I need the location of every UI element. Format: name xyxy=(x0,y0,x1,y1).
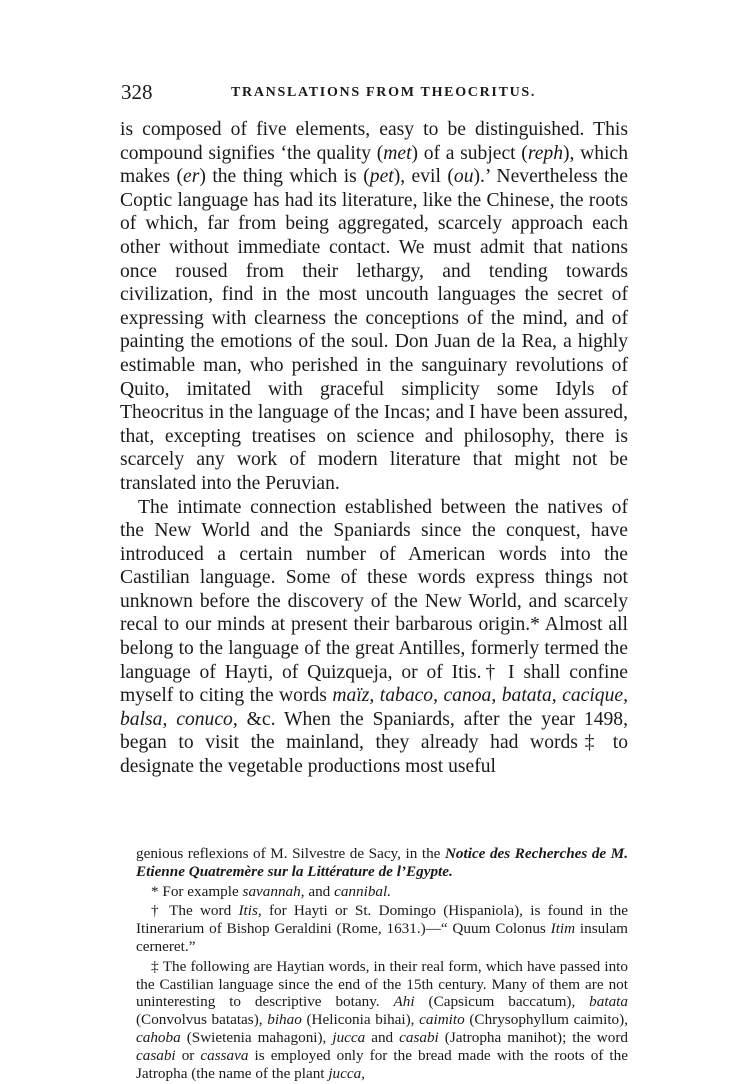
italic-run: batata xyxy=(589,993,628,1011)
italic-run: Itis, xyxy=(238,902,262,920)
text-run: and xyxy=(304,882,335,900)
italic-run: Notice des Recherches de M. Etienne Quatremère sur la Littérature de l’Egypte. xyxy=(136,845,628,880)
text-run: (Chrysophyllum caimito), xyxy=(464,1011,629,1029)
text-run: ) the thing which is ( xyxy=(199,166,370,188)
text-run: † The word xyxy=(151,902,239,920)
text-run: insulam cerneret.” xyxy=(136,920,628,955)
text-run: (Swietenia mahagoni), xyxy=(180,1028,333,1046)
text-run: The intimate connection established between the natives of the New World and the Spaniards since the conquest, have introduced a certain number of American words into the Castilian language. Some of these words express things not unknown before the discovery of the New World, and scarcely recal to our minds at present their barbarous origin.* Almost all belong to the language of the great Antilles, formerly termed the language of Hayti, of Quizqueja, or of Itis.† I shall confine myself to citing the words xyxy=(120,496,628,707)
text-run: ), which makes ( xyxy=(120,142,628,188)
italic-run: met xyxy=(383,142,412,164)
text-run: ), evil ( xyxy=(393,166,454,188)
italic-run: bihao xyxy=(267,1011,302,1029)
running-head: TRANSLATIONS FROM THEOCRITUS. xyxy=(231,85,537,100)
italic-run: cassava xyxy=(200,1046,249,1064)
text-run: ).’ Nevertheless the Coptic language has had its literature, like the Chinese, the roots of which, far from being aggregated, scarcely approach each other without immediate contact. We must admit that nations once roused from their lethargy, and tending towards civilization, find in the most uncouth languages the secret of expressing with clearness the conceptions of the mind, and of painting the emotions of the soul. Don Juan de la Rea, a highly estimable man, who perished in the sanguinary revolutions of Quito, imitated with graceful simplicity some Idyls of Theocritus in the language of the Incas; and I have been assured, that, excepting treatises on science and philosophy, there is scarcely any work of modern literature that might not be translated into the Peruvian. xyxy=(120,166,628,494)
page-number: 328 xyxy=(121,80,153,104)
text-run: * For example xyxy=(151,882,243,900)
footnote xyxy=(136,958,628,1083)
footnote xyxy=(136,883,628,901)
text-run: for Hayti or St. Domingo (Hispaniola), is found in the Itinerarium of Bishop Geraldini (Rome, 1631.)—“ Quum Colonus xyxy=(136,902,628,938)
footnotes xyxy=(136,845,628,1084)
italic-run: jucca, xyxy=(328,1064,365,1082)
italic-run: ou xyxy=(453,166,474,188)
body-text xyxy=(120,118,628,779)
text-run: and xyxy=(365,1028,400,1046)
italic-run: caimito xyxy=(419,1011,465,1029)
italic-run: jucca xyxy=(332,1028,366,1046)
italic-run: cahoba xyxy=(136,1028,181,1046)
italic-run: casabi xyxy=(136,1046,176,1064)
text-run: (Jatropha manihot); the word xyxy=(438,1028,629,1046)
page-header xyxy=(121,80,629,110)
text-run: (Convolvus batatas), xyxy=(136,1011,268,1029)
italic-run: reph xyxy=(527,142,564,164)
text-run: genious reflexions of M. Silvestre de Sacy, in the xyxy=(136,845,445,862)
italic-run: savannah, xyxy=(242,882,305,900)
text-run: is composed of five elements, easy to be distinguished. This compound signifies ‘the quality ( xyxy=(120,119,628,164)
paragraph xyxy=(120,118,628,496)
italic-run: maïz, tabaco, canoa, batata, cacique, balsa, conuco, xyxy=(120,685,628,730)
italic-run: pet xyxy=(369,166,394,188)
italic-run: casabi xyxy=(399,1028,439,1046)
italic-run: Itim xyxy=(550,920,576,938)
italic-run: Ahi xyxy=(393,993,415,1011)
text-run: &c. When the Spaniards, after the year 1498, began to visit the mainland, they already had words‡ to designate the vegetable productions most useful xyxy=(120,708,628,778)
text-run: or xyxy=(175,1046,201,1064)
italic-run: er xyxy=(183,166,200,188)
footnote xyxy=(136,902,628,955)
text-run: is employed only for the bread made with the roots of the Jatropha (the name of the plant xyxy=(136,1046,628,1082)
paragraph xyxy=(120,496,628,779)
italic-run: cannibal. xyxy=(334,882,392,900)
text-run: ) of a subject ( xyxy=(411,142,528,164)
text-run: ‡ The following are Haytian words, in their real form, which have passed into the Castilian language since the end of the 15th century. Many of them are not uninteresting to descriptive botany. xyxy=(136,957,628,1011)
text-run: (Capsicum baccatum), xyxy=(414,993,590,1011)
text-run: (Heliconia bihai), xyxy=(301,1011,420,1029)
footnote-continuation xyxy=(136,845,628,881)
